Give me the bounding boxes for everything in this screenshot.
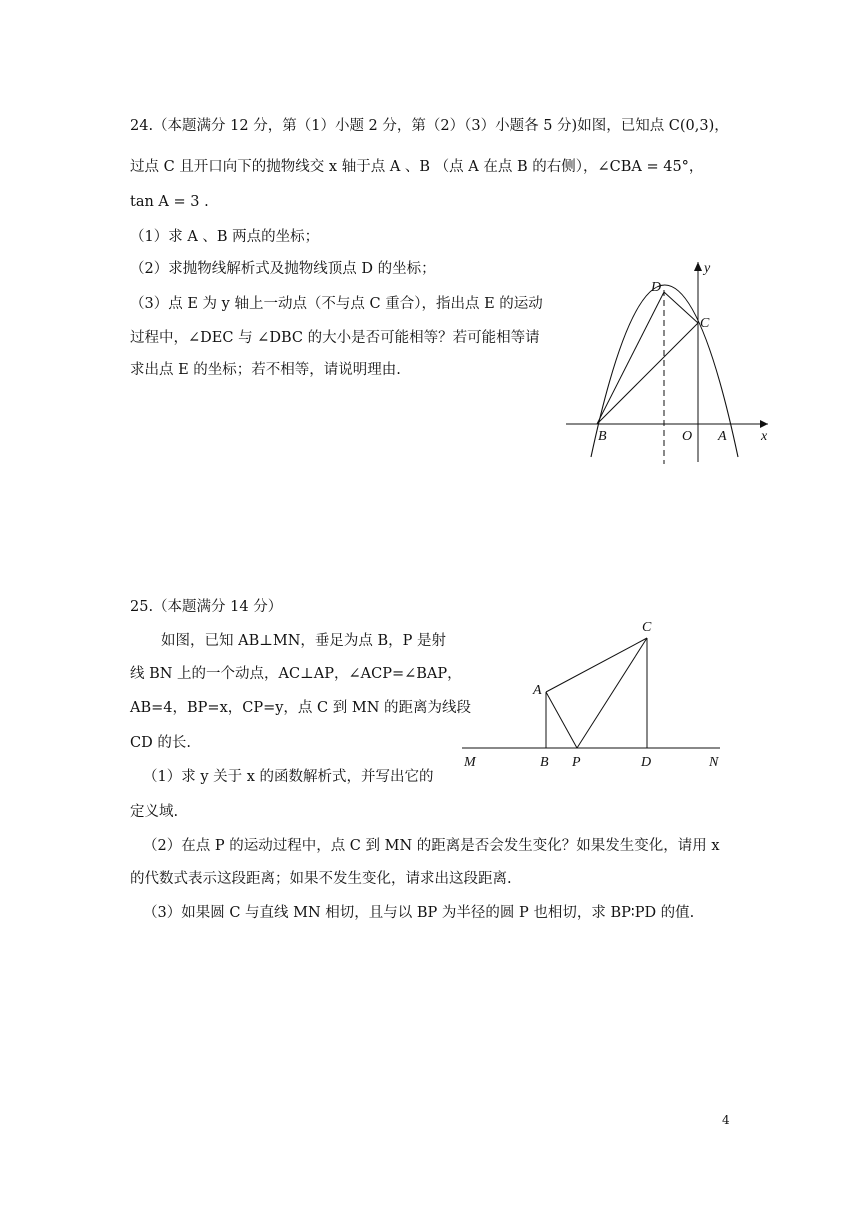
segment-PC [577,638,647,748]
q25-part1-b: 定义域. [130,804,179,820]
x-axis-arrow-icon [760,420,768,428]
q25-part2-a: （2）在点 P 的运动过程中，点 C 到 MN 的距离是否会发生变化？如果发生变化，请用 x [143,838,720,854]
q25-line1: 如图，已知 AB⊥MN，垂足为点 B，P 是射 [161,633,447,649]
q24-line1: 24.（本题满分 12 分，第（1）小题 2 分，第（2）（3）小题各 5 分)如图，已知点 C(0,3)， [130,118,729,134]
q25-line4: CD 的长. [130,735,191,751]
label-B: B [598,429,607,444]
q25-heading: 25.（本题满分 14 分） [130,599,283,615]
q24-part2: （2）求抛物线解析式及抛物线顶点 D 的坐标； [130,261,436,277]
q24-line3: tan A = 3 . [130,194,209,210]
q25-part2-b: 的代数式表示这段距离；如果不发生变化，请求出这段距离. [130,871,512,887]
label-N: N [709,755,719,770]
label-C: C [642,620,652,635]
segment-DC [664,292,698,323]
label-y: y [704,261,711,276]
label-B: B [540,755,549,770]
label-M: M [464,755,476,770]
page-number: 4 [722,1113,730,1127]
q25-geometry-figure [455,615,730,775]
q24-part1: （1）求 A 、B 两点的坐标； [130,229,320,245]
q24-part3-b: 过程中，∠DEC 与 ∠DBC 的大小是否可能相等？若可能相等请 [130,330,540,346]
segment-AP [546,692,577,748]
label-O: O [682,429,693,444]
y-axis-arrow-icon [694,262,702,271]
label-D: D [651,280,662,295]
q25-part3: （3）如果圆 C 与直线 MN 相切，且与以 BP 为半径的圆 P 也相切，求 BP∶PD 的值. [143,905,695,921]
label-A: A [718,429,727,444]
q24-line2: 过点 C 且开口向下的抛物线交 x 轴于点 A 、B （点 A 在点 B 的右侧），∠CBA = 45°， [130,159,704,175]
segment-BD [597,292,664,424]
q24-part3-c: 求出点 E 的坐标；若不相等，请说明理由. [130,362,401,378]
q24-parabola-figure [560,255,780,470]
label-P: P [572,755,581,770]
label-C: C [700,316,710,331]
q25-part1-a: （1）求 y 关于 x 的函数解析式，并写出它的 [143,769,434,785]
q25-line2: 线 BN 上的一个动点，AC⊥AP，∠ACP=∠BAP， [130,666,462,682]
q25-line3: AB=4，BP=x，CP=y，点 C 到 MN 的距离为线段 [130,700,471,716]
segment-AC [546,638,647,692]
label-A: A [533,683,542,698]
label-x: x [761,429,768,444]
label-D: D [641,755,652,770]
q24-part3-a: （3）点 E 为 y 轴上一动点（不与点 C 重合），指出点 E 的运动 [130,296,543,312]
